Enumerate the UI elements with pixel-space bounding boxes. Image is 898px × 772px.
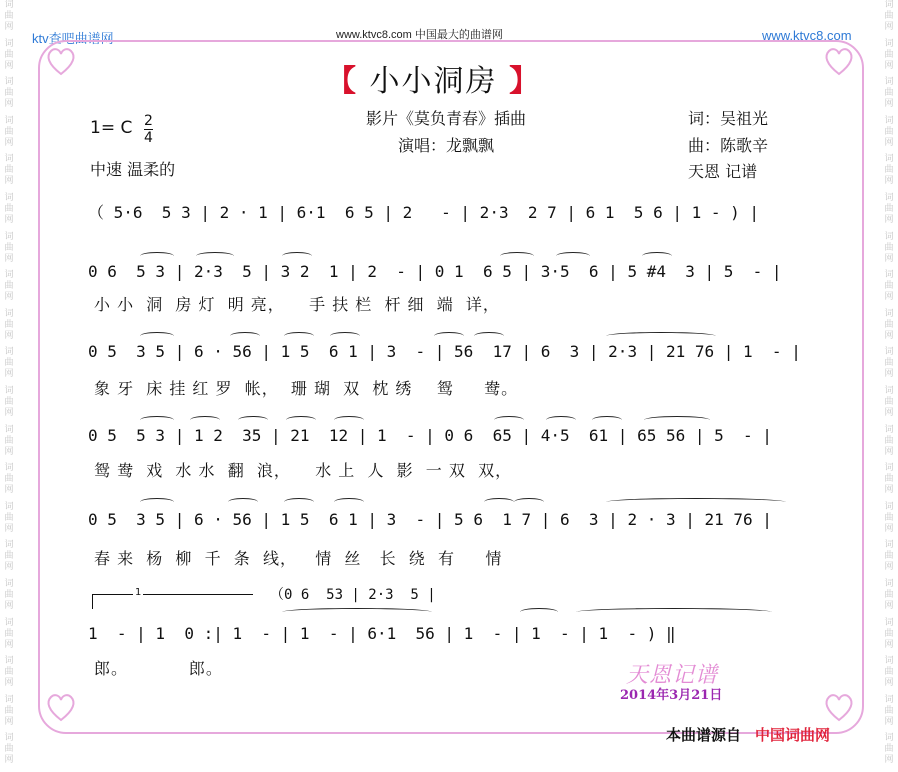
score-intro-line: （ 5·6 5 3 | 2 · 1 | 6·1 6 5 | 2 - | 2·3 2 7 | 6 1 5 6 | 1 - ) | xyxy=(88,203,760,222)
slur-mark xyxy=(644,416,710,424)
watermark-char: 曲 xyxy=(884,628,894,639)
slur-mark xyxy=(642,252,672,260)
singer-credit: 演唱：龙飘飘 xyxy=(398,136,495,155)
watermark-char: 曲 xyxy=(884,396,894,407)
slur-mark xyxy=(140,498,174,506)
title-bracket-left: 【 xyxy=(326,64,358,99)
watermark-char: 曲 xyxy=(884,88,894,99)
watermark-char: 网 xyxy=(884,446,894,457)
notation-date: 2014年3月21日 xyxy=(620,688,723,703)
watermark-char: 网 xyxy=(4,523,14,534)
watermark-char: 曲 xyxy=(4,358,14,369)
watermark-char: 网 xyxy=(4,600,14,611)
slur-mark xyxy=(500,252,534,260)
watermark-char: 网 xyxy=(884,600,894,611)
score-line-4: 0 5 3 5 | 6 · 56 | 1 5 6 1 | 3 - | 5 6 1 7 | 6 3 | 2 · 3 | 21 76 | xyxy=(88,510,772,529)
slur-mark xyxy=(546,416,576,424)
watermark-char: 网 xyxy=(884,755,894,766)
watermark-char: 网 xyxy=(884,562,894,573)
watermark-char: 曲 xyxy=(884,126,894,137)
watermark-char: 曲 xyxy=(4,49,14,60)
slur-mark xyxy=(494,416,524,424)
slur-mark xyxy=(556,252,590,260)
time-signature-top: 2 xyxy=(144,113,153,129)
lyric-line-2: 象 牙 床 挂 红 罗 帐， 珊 瑚 双 枕 绣 鸳 鸯。 xyxy=(94,379,519,398)
watermark-char: 网 xyxy=(884,639,894,650)
watermark-char: 曲 xyxy=(884,11,894,21)
watermark-char: 网 xyxy=(884,253,894,264)
watermark-char: 曲 xyxy=(884,551,894,562)
slur-mark xyxy=(140,332,174,340)
time-signature-bottom: 4 xyxy=(144,130,153,146)
watermark-char: 词 xyxy=(884,463,894,474)
watermark-char: 词 xyxy=(4,77,14,88)
lyric-line-5: 郎。 郎。 xyxy=(94,659,223,678)
watermark-char: 曲 xyxy=(884,474,894,485)
watermark-char: 词 xyxy=(884,308,894,319)
watermark-char: 网 xyxy=(884,369,894,380)
watermark-char: 词 xyxy=(884,270,894,281)
slur-mark xyxy=(284,498,314,506)
right-watermark-column xyxy=(882,0,896,772)
slur-mark xyxy=(606,498,786,506)
watermark-char: 曲 xyxy=(4,242,14,253)
watermark-char: 词 xyxy=(884,733,894,744)
watermark-char: 词 xyxy=(4,38,14,49)
watermark-char: 曲 xyxy=(884,203,894,214)
watermark-char: 词 xyxy=(884,385,894,396)
title-text: 小小洞房 xyxy=(369,64,498,99)
slur-mark xyxy=(434,332,464,340)
slur-mark xyxy=(286,416,316,424)
watermark-char: 曲 xyxy=(4,203,14,214)
watermark-char: 曲 xyxy=(4,126,14,137)
watermark-char: 网 xyxy=(884,176,894,187)
watermark-char: 曲 xyxy=(4,435,14,446)
watermark-char: 网 xyxy=(4,639,14,650)
slur-mark xyxy=(592,416,622,424)
slur-mark xyxy=(474,332,504,340)
watermark-char: 曲 xyxy=(884,242,894,253)
score-line-2: 0 5 3 5 | 6 · 56 | 1 5 6 1 | 3 - | 56 17 | 6 3 | 2·3 | 21 76 | 1 - | xyxy=(88,342,801,361)
watermark-char: 词 xyxy=(884,501,894,512)
left-watermark-column xyxy=(2,0,16,772)
watermark-char: 网 xyxy=(4,330,14,341)
watermark-char: 网 xyxy=(4,60,14,71)
source-prefix: 本曲谱源自 xyxy=(666,726,742,744)
lyric-line-1: 小 小 洞 房 灯 明 亮， 手 扶 栏 杆 细 端 详， xyxy=(94,295,500,314)
first-ending-bracket xyxy=(92,587,253,609)
watermark-char: 网 xyxy=(884,60,894,71)
composer-credit: 曲：陈歌辛 xyxy=(688,136,769,155)
slur-mark xyxy=(282,608,432,616)
watermark-char: 网 xyxy=(4,99,14,110)
watermark-char: 网 xyxy=(884,330,894,341)
watermark-char: 词 xyxy=(884,617,894,628)
slur-mark xyxy=(520,608,558,616)
slur-mark xyxy=(196,252,234,260)
score-line-5-top: （0 6 53 | 2·3 5 | xyxy=(270,587,436,603)
watermark-char: 网 xyxy=(884,292,894,303)
volta-number: 1 xyxy=(135,587,142,598)
watermark-char: 词 xyxy=(884,540,894,551)
slur-mark xyxy=(238,416,268,424)
watermark-char: 词 xyxy=(884,192,894,203)
watermark-char: 词 xyxy=(884,38,894,49)
watermark-char: 网 xyxy=(4,485,14,496)
slur-mark xyxy=(230,332,260,340)
slur-mark xyxy=(576,608,772,616)
slur-mark xyxy=(282,252,312,260)
watermark-char: 网 xyxy=(4,678,14,689)
watermark-char: 词 xyxy=(4,694,14,705)
watermark-char: 网 xyxy=(884,523,894,534)
watermark-char: 曲 xyxy=(4,628,14,639)
watermark-char: 词 xyxy=(4,115,14,126)
watermark-char: 词 xyxy=(4,501,14,512)
slur-mark xyxy=(606,332,716,340)
source-credit xyxy=(666,724,830,745)
watermark-char: 网 xyxy=(4,292,14,303)
watermark-char: 曲 xyxy=(4,319,14,330)
watermark-char: 词 xyxy=(884,347,894,358)
watermark-char: 词 xyxy=(4,347,14,358)
time-signature xyxy=(144,114,153,145)
watermark-char: 曲 xyxy=(884,589,894,600)
score-line-1: 0 6 5 3 | 2·3 5 | 3 2 1 | 2 - | 0 1 6 5 | 3·5 6 | 5 #4 3 | 5 - | xyxy=(88,262,782,281)
watermark-char: 网 xyxy=(884,99,894,110)
slur-mark xyxy=(140,252,174,260)
slur-mark xyxy=(484,498,514,506)
watermark-char: 网 xyxy=(4,446,14,457)
watermark-char: 曲 xyxy=(4,705,14,716)
watermark-char: 网 xyxy=(4,716,14,727)
watermark-char: 网 xyxy=(4,562,14,573)
watermark-char: 词 xyxy=(4,270,14,281)
site-url-banner[interactable]: www.ktvc8.com 中国最大的曲谱网 xyxy=(336,29,503,41)
watermark-char: 词 xyxy=(4,231,14,242)
watermark-char: 网 xyxy=(4,176,14,187)
score-line-3: 0 5 5 3 | 1 2 35 | 21 12 | 1 - | 0 6 65 | 4·5 61 | 65 56 | 5 - | xyxy=(88,426,772,445)
slur-mark xyxy=(190,416,220,424)
watermark-char: 网 xyxy=(4,755,14,766)
watermark-char: 网 xyxy=(884,716,894,727)
slur-mark xyxy=(330,332,360,340)
watermark-char: 词 xyxy=(4,0,14,10)
source-site-link[interactable]: 中国词曲网 xyxy=(755,726,831,744)
watermark-char: 词 xyxy=(884,77,894,88)
watermark-char: 词 xyxy=(4,424,14,435)
slur-mark xyxy=(140,416,174,424)
heart-icon xyxy=(44,690,78,724)
watermark-char: 曲 xyxy=(884,435,894,446)
notator-signature: 天恩记谱 xyxy=(626,663,719,688)
tempo-marking: 中速 温柔的 xyxy=(90,160,176,179)
slur-mark xyxy=(334,498,364,506)
watermark-char: 曲 xyxy=(4,551,14,562)
watermark-char: 曲 xyxy=(884,49,894,60)
song-source: 影片《莫负青春》插曲 xyxy=(366,109,527,128)
score-line-5: 1 - | 1 0 :| 1 - | 1 - | 6·1 56 | 1 - | 1 - | 1 - ) ‖ xyxy=(88,624,676,643)
key-signature: 1= C xyxy=(90,118,133,138)
watermark-char: 网 xyxy=(884,407,894,418)
watermark-char: 曲 xyxy=(4,88,14,99)
watermark-char: 网 xyxy=(4,22,14,32)
slur-mark xyxy=(514,498,544,506)
watermark-char: 曲 xyxy=(4,165,14,176)
watermark-char: 词 xyxy=(884,154,894,165)
watermark-char: 词 xyxy=(4,154,14,165)
watermark-char: 词 xyxy=(4,733,14,744)
watermark-char: 词 xyxy=(4,578,14,589)
watermark-char: 曲 xyxy=(4,11,14,21)
watermark-char: 词 xyxy=(4,617,14,628)
song-title xyxy=(326,56,541,100)
lyric-line-3: 鸳 鸯 戏 水 水 翻 浪， 水 上 人 影 一 双 双， xyxy=(94,461,513,480)
watermark-char: 曲 xyxy=(4,667,14,678)
lyricist-credit: 词：吴祖光 xyxy=(688,109,769,128)
watermark-char: 词 xyxy=(4,656,14,667)
watermark-char: 词 xyxy=(884,115,894,126)
watermark-char: 词 xyxy=(4,192,14,203)
watermark-char: 词 xyxy=(4,308,14,319)
watermark-char: 曲 xyxy=(884,667,894,678)
watermark-char: 词 xyxy=(884,578,894,589)
watermark-char: 网 xyxy=(4,214,14,225)
watermark-char: 曲 xyxy=(4,396,14,407)
watermark-char: 词 xyxy=(4,463,14,474)
watermark-char: 词 xyxy=(884,656,894,667)
watermark-char: 词 xyxy=(884,231,894,242)
watermark-char: 曲 xyxy=(884,281,894,292)
watermark-char: 网 xyxy=(884,137,894,148)
watermark-char: 网 xyxy=(4,369,14,380)
slur-mark xyxy=(334,416,364,424)
watermark-char: 词 xyxy=(4,385,14,396)
watermark-char: 曲 xyxy=(884,705,894,716)
watermark-char: 词 xyxy=(884,424,894,435)
watermark-char: 网 xyxy=(4,253,14,264)
slur-mark xyxy=(284,332,314,340)
lyric-line-4: 春 来 杨 柳 千 条 线， 情 丝 长 绕 有 情 xyxy=(94,549,503,568)
heart-icon xyxy=(822,690,856,724)
watermark-char: 网 xyxy=(884,485,894,496)
heart-icon xyxy=(822,44,856,78)
watermark-char: 曲 xyxy=(884,512,894,523)
watermark-char: 曲 xyxy=(4,589,14,600)
title-bracket-right: 】 xyxy=(509,64,542,99)
watermark-char: 曲 xyxy=(884,744,894,755)
heart-icon xyxy=(44,44,78,78)
watermark-char: 曲 xyxy=(4,474,14,485)
site-url-right[interactable]: www.ktvc8.com xyxy=(762,28,852,43)
watermark-char: 网 xyxy=(884,22,894,32)
watermark-char: 网 xyxy=(4,137,14,148)
site-name-left[interactable]: ktv查吧曲谱网 xyxy=(32,31,114,46)
watermark-char: 曲 xyxy=(4,281,14,292)
watermark-char: 曲 xyxy=(884,165,894,176)
watermark-char: 网 xyxy=(884,678,894,689)
watermark-char: 曲 xyxy=(884,319,894,330)
watermark-char: 曲 xyxy=(884,358,894,369)
notator-credit: 天恩 记谱 xyxy=(688,162,758,181)
watermark-char: 词 xyxy=(884,0,894,10)
watermark-char: 网 xyxy=(884,214,894,225)
watermark-char: 网 xyxy=(4,407,14,418)
watermark-char: 曲 xyxy=(4,512,14,523)
watermark-char: 曲 xyxy=(4,744,14,755)
slur-mark xyxy=(228,498,258,506)
watermark-char: 词 xyxy=(884,694,894,705)
watermark-char: 词 xyxy=(4,540,14,551)
